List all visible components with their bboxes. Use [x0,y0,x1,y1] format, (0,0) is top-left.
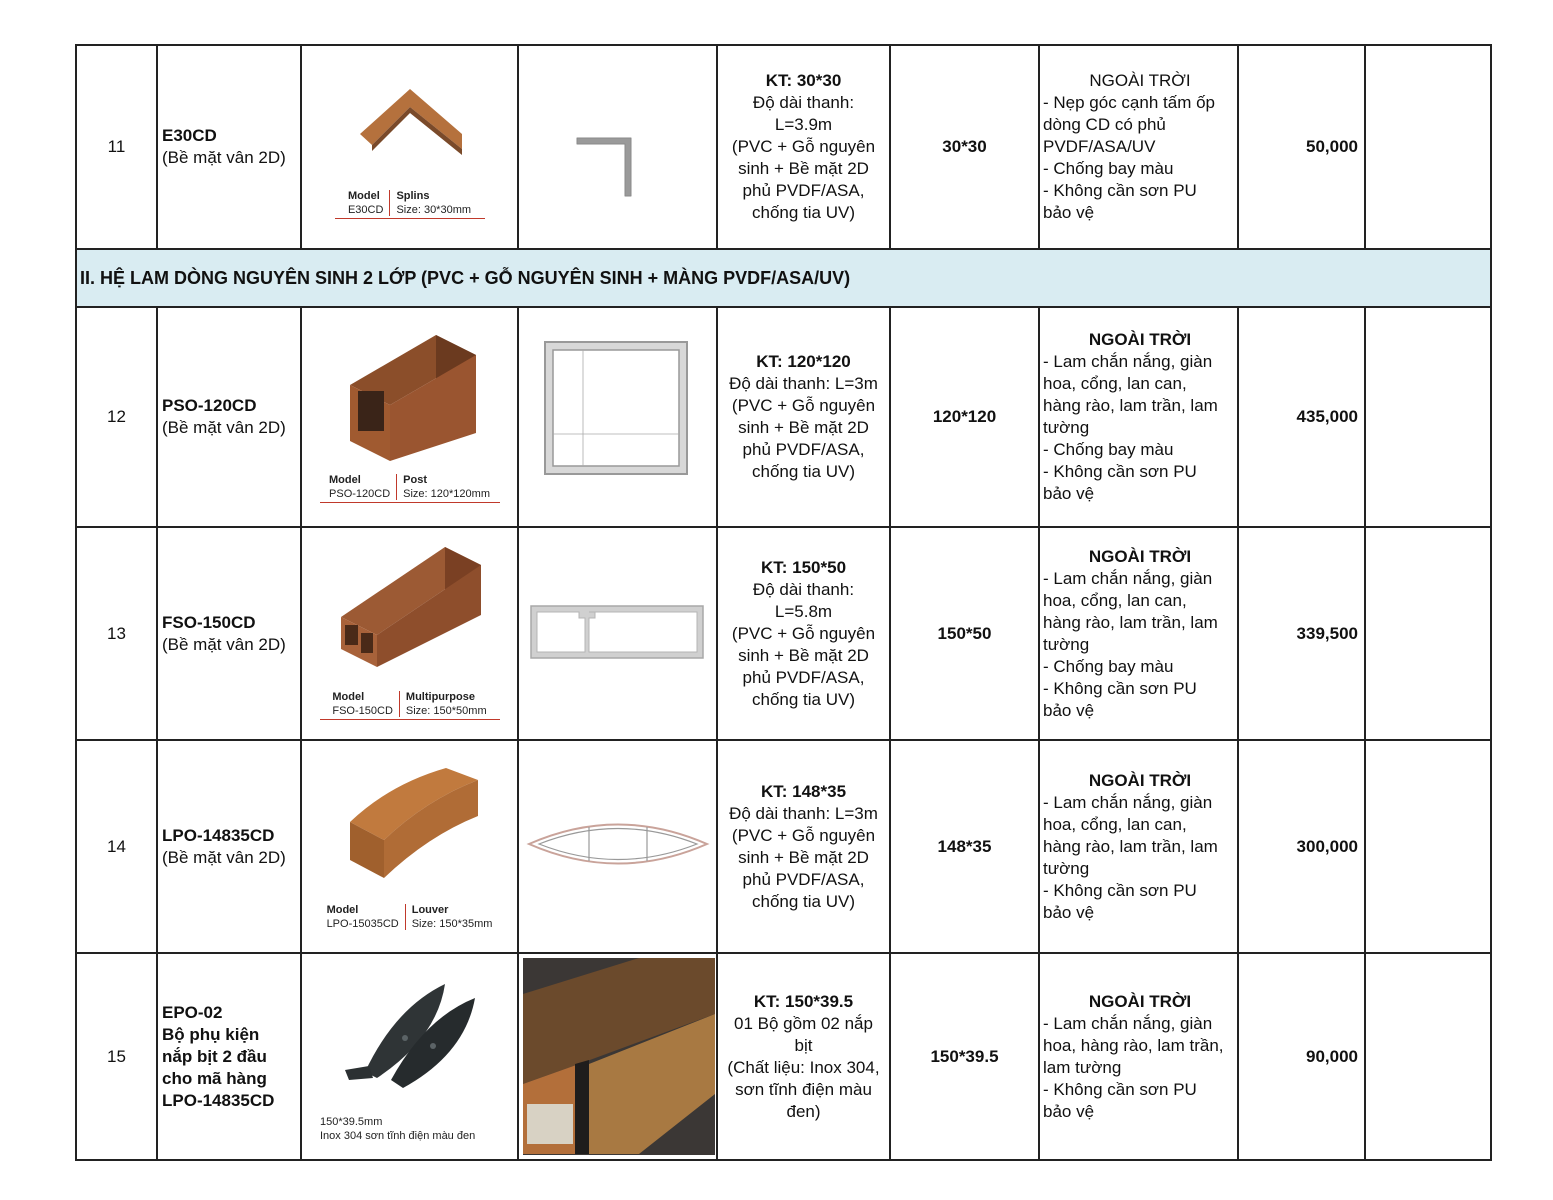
spec-cell [717,45,890,249]
photo-cell [518,953,717,1160]
note-cell [1365,740,1491,953]
usage-line: - Lam chắn nắng, giàn [1043,1013,1213,1033]
price-cell: 50,000 [1238,45,1365,249]
post-product-image [330,333,490,463]
usage-line: - Không cần sơn PU [1043,880,1197,900]
usage-line: PVDF/ASA/UV [1043,137,1156,156]
usage-title: NGOÀI TRỜI [1088,770,1192,790]
table-row [76,307,1491,527]
square-profile-drawing [519,308,718,520]
size-cell: 30*30 [890,45,1039,249]
usage-line: tường [1043,858,1090,878]
usage-line: - Lam chắn nắng, giàn [1043,352,1213,371]
usage-line: dòng CD có phủ [1043,115,1166,134]
section-title: II. HỆ LAM DÒNG NGUYÊN SINH 2 LỚP (PVC + GỖ NGUYÊN SINH + MÀNG PVDF/ASA/UV) [76,249,1491,307]
caption-type: Multipurpose [405,691,475,703]
product-caption [320,1115,517,1143]
note-cell [1365,953,1491,1160]
usage-line: - Chống bay màu [1043,656,1174,676]
profile-drawing-cell [518,307,717,527]
spec-line: phủ PVDF/ASA, [742,181,865,200]
usage-line: - Lam chắn nắng, giàn [1043,792,1213,812]
product-image-cell [301,45,518,249]
spec-title: KT: 30*30 [765,71,842,90]
product-code: PSO-120CD [162,396,257,415]
spec-title: KT: 150*39.5 [753,991,854,1011]
usage-line: bảo vệ [1043,203,1095,222]
usage-line: - Chống bay màu [1043,440,1174,459]
spec-line: (PVC + Gỗ nguyên [731,137,876,156]
caption-line: Inox 304 sơn tĩnh điện màu đen [320,1130,476,1142]
usage-line: - Lam chắn nắng, giàn [1043,568,1213,588]
spec-line: (Chất liệu: Inox 304, [727,1057,880,1077]
spec-title: KT: 120*120 [756,352,851,371]
caption-type: Splins [396,190,430,202]
usage-title: NGOÀI TRỜI [1089,71,1191,90]
usage-line: hàng rào, lam trần, lam [1043,836,1218,856]
size-cell: 150*50 [890,527,1039,740]
table-row [76,527,1491,740]
product-image-cell [301,953,518,1160]
product-name-cell [157,953,301,1160]
usage-line: - Chống bay màu [1043,159,1174,178]
product-caption [302,473,517,503]
product-name-cell [157,45,301,249]
note-cell [1365,45,1491,249]
usage-cell [1039,307,1238,527]
usage-line: hoa, hàng rào, lam trần, [1043,1035,1224,1055]
usage-line: bảo vệ [1043,700,1095,720]
splins-product-image [350,79,470,189]
table-row [76,45,1491,249]
usage-cell [1039,527,1238,740]
usage-line: tường [1043,418,1090,437]
caption-size: Size: 30*30mm [396,204,472,216]
size-cell: 120*120 [890,307,1039,527]
price-table [75,44,1492,1161]
spec-cell [717,307,890,527]
product-caption [302,189,517,219]
lens-profile-drawing [519,741,718,946]
spec-title: KT: 150*50 [760,557,847,577]
spec-line: phủ PVDF/ASA, [742,869,865,889]
caption-type: Louver [411,904,449,916]
caption-model-label: Model [326,904,359,916]
spec-line: phủ PVDF/ASA, [742,667,865,687]
profile-drawing-cell [518,45,717,249]
caption-model: PSO-120CD [329,488,391,500]
spec-line: (PVC + Gỗ nguyên [731,825,876,845]
usage-line: hoa, cổng, lan can, [1043,814,1187,834]
spec-line: Độ dài thanh: L=3m [729,803,878,823]
spec-line: (PVC + Gỗ nguyên [731,396,876,415]
surface-note: (Bề mặt vân 2D) [162,847,286,867]
usage-line: tường [1043,634,1090,654]
usage-line: bảo vệ [1043,1101,1095,1121]
louver-product-image [330,766,490,886]
product-name-line: nắp bịt 2 đầu [162,1046,267,1066]
product-name-cell [157,307,301,527]
usage-line: - Nẹp góc cạnh tấm ốp [1043,93,1215,112]
size-cell: 150*39.5 [890,953,1039,1160]
angle-profile-drawing [519,46,718,242]
usage-title: NGOÀI TRỜI [1088,991,1192,1011]
usage-line: - Không cần sơn PU [1043,462,1197,481]
spec-line: chống tia UV) [752,689,855,709]
caption-model-label: Model [347,190,380,202]
caption-size: Size: 150*35mm [411,918,493,930]
spec-line: sinh + Bề mặt 2D [738,847,869,867]
product-code: FSO-150CD [162,612,256,632]
spec-cell [717,740,890,953]
profile-drawing-cell [518,527,717,740]
usage-cell [1039,953,1238,1160]
product-name-line: cho mã hàng [162,1068,267,1088]
caption-size: Size: 150*50mm [405,705,487,717]
usage-line: - Không cần sơn PU [1043,1079,1197,1099]
row-number: 14 [76,740,157,953]
twin-chamber-profile-drawing [519,528,718,733]
usage-line: hoa, cổng, lan can, [1043,374,1187,393]
installed-louver-photo [519,954,718,1159]
row-number: 11 [76,45,157,249]
product-name-line: Bộ phụ kiện [162,1024,260,1044]
product-name-line: EPO-02 [162,1002,223,1022]
usage-line: bảo vệ [1043,902,1095,922]
surface-note: (Bề mặt vân 2D) [162,418,286,437]
caption-model-label: Model [329,474,361,486]
price-cell: 339,500 [1238,527,1365,740]
spec-line: sơn tĩnh điện màu [735,1079,872,1099]
profile-drawing-cell [518,740,717,953]
product-code: E30CD [162,126,217,145]
product-name-line: LPO-14835CD [162,1090,275,1110]
surface-note: (Bề mặt vân 2D) [162,148,286,167]
spec-line: Độ dài thanh: L=3m [729,374,878,393]
price-cell: 300,000 [1238,740,1365,953]
spec-line: L=5.8m [774,601,833,621]
note-cell [1365,527,1491,740]
caption-model: E30CD [347,204,384,216]
spec-title: KT: 148*35 [760,781,847,801]
spec-line: (PVC + Gỗ nguyên [731,623,876,643]
usage-line: lam tường [1043,1057,1122,1077]
spec-line: chống tia UV) [752,891,855,911]
surface-note: (Bề mặt vân 2D) [162,634,286,654]
spec-cell [717,953,890,1160]
spec-line: sinh + Bề mặt 2D [738,418,869,437]
spec-line: chống tia UV) [752,462,855,481]
spec-line: đen) [786,1101,821,1121]
spec-line: chống tia UV) [752,203,855,222]
spec-line: 01 Bộ gồm 02 nắp [734,1013,873,1033]
end-cap-product-image [325,978,495,1098]
row-number: 12 [76,307,157,527]
spec-line: L=3.9m [774,115,833,134]
product-image-cell [301,527,518,740]
caption-model: LPO-15035CD [326,918,399,930]
product-code: LPO-14835CD [162,825,275,845]
caption-model-label: Model [332,691,365,703]
usage-line: hàng rào, lam trần, lam [1043,396,1218,415]
caption-line: 150*39.5mm [320,1116,383,1128]
usage-line: bảo vệ [1043,484,1095,503]
spec-line: Độ dài thanh: [752,579,855,599]
product-caption [302,903,517,931]
usage-title: NGOÀI TRỜI [1088,330,1192,349]
spec-line: Độ dài thanh: [752,93,855,112]
row-number: 13 [76,527,157,740]
multipurpose-product-image [325,543,495,668]
size-cell: 148*35 [890,740,1039,953]
spec-line: phủ PVDF/ASA, [742,440,865,459]
usage-line: hàng rào, lam trần, lam [1043,612,1218,632]
product-caption [302,690,517,720]
table-row [76,740,1491,953]
product-name-cell [157,740,301,953]
product-image-cell [301,740,518,953]
caption-model: FSO-150CD [332,705,393,717]
spec-line: bịt [794,1035,813,1055]
usage-line: - Không cần sơn PU [1043,678,1197,698]
caption-size: Size: 120*120mm [403,488,490,500]
usage-line: hoa, cổng, lan can, [1043,590,1187,610]
price-cell: 435,000 [1238,307,1365,527]
spec-line: sinh + Bề mặt 2D [738,159,869,178]
section-header-row [76,249,1491,307]
note-cell [1365,307,1491,527]
product-image-cell [301,307,518,527]
product-name-cell [157,527,301,740]
price-cell: 90,000 [1238,953,1365,1160]
usage-title: NGOÀI TRỜI [1088,546,1192,566]
spec-cell [717,527,890,740]
usage-line: - Không cần sơn PU [1043,181,1197,200]
spec-line: sinh + Bề mặt 2D [738,645,869,665]
usage-cell [1039,740,1238,953]
table-row [76,953,1491,1160]
caption-type: Post [403,474,427,486]
row-number: 15 [76,953,157,1160]
usage-cell [1039,45,1238,249]
